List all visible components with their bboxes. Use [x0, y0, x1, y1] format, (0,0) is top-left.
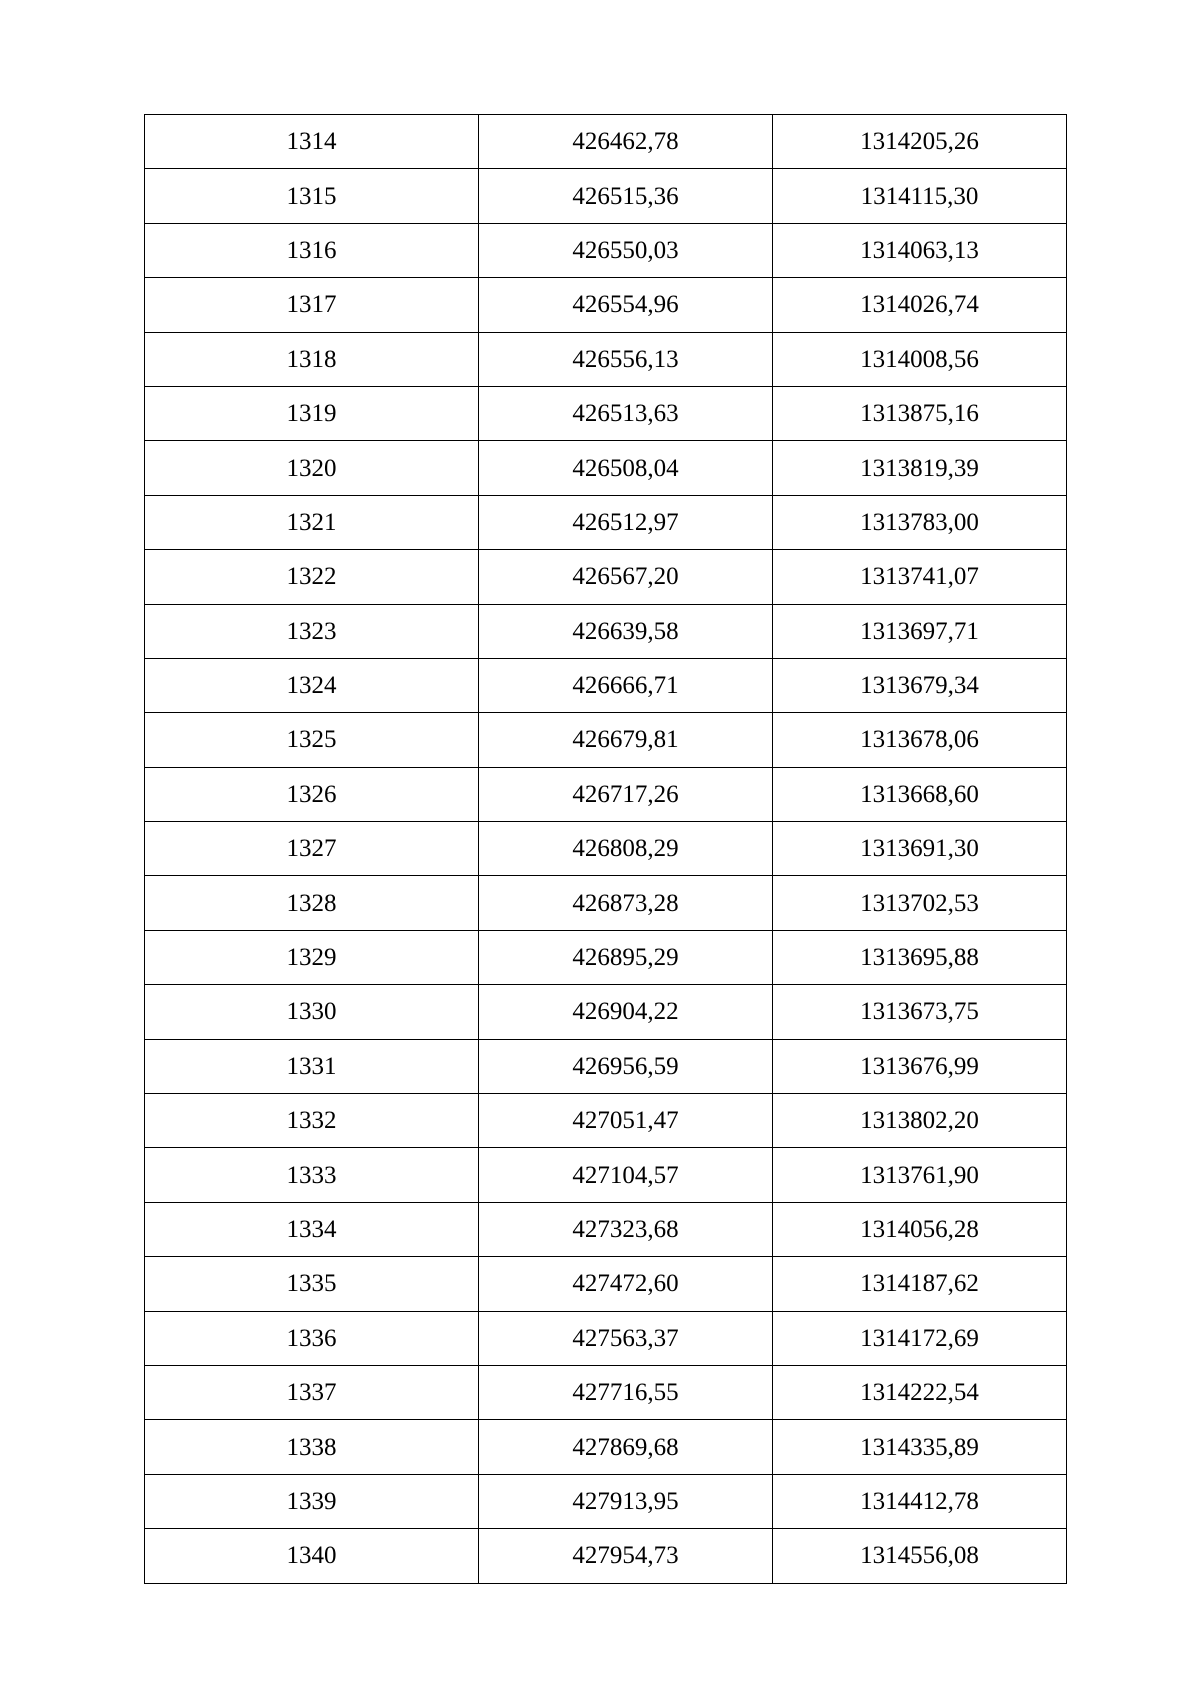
- table-row: [145, 550, 1067, 604]
- table-row: [145, 278, 1067, 332]
- y-coordinate-cell: 1313697,71: [773, 604, 1067, 658]
- table-row: [145, 1257, 1067, 1311]
- point-number-cell: 1336: [145, 1311, 479, 1365]
- x-coordinate-cell: 426462,78: [479, 115, 773, 169]
- table-row: [145, 1039, 1067, 1093]
- y-coordinate-cell: 1314172,69: [773, 1311, 1067, 1365]
- x-coordinate-cell: 426550,03: [479, 223, 773, 277]
- y-coordinate-cell: 1313802,20: [773, 1094, 1067, 1148]
- x-coordinate-cell: 426717,26: [479, 767, 773, 821]
- point-number-cell: 1339: [145, 1474, 479, 1528]
- table-row: [145, 713, 1067, 767]
- point-number-cell: 1318: [145, 332, 479, 386]
- y-coordinate-cell: 1314056,28: [773, 1202, 1067, 1256]
- x-coordinate-cell: 426567,20: [479, 550, 773, 604]
- y-coordinate-cell: 1313695,88: [773, 930, 1067, 984]
- table-row: [145, 1420, 1067, 1474]
- point-number-cell: 1326: [145, 767, 479, 821]
- x-coordinate-cell: 427563,37: [479, 1311, 773, 1365]
- point-number-cell: 1319: [145, 386, 479, 440]
- point-number-cell: 1338: [145, 1420, 479, 1474]
- y-coordinate-cell: 1314556,08: [773, 1529, 1067, 1583]
- x-coordinate-cell: 426512,97: [479, 495, 773, 549]
- y-coordinate-cell: 1313668,60: [773, 767, 1067, 821]
- point-number-cell: 1340: [145, 1529, 479, 1583]
- table-row: [145, 223, 1067, 277]
- table-row: [145, 332, 1067, 386]
- table-row: [145, 1365, 1067, 1419]
- point-number-cell: 1332: [145, 1094, 479, 1148]
- y-coordinate-cell: 1313741,07: [773, 550, 1067, 604]
- x-coordinate-cell: 426895,29: [479, 930, 773, 984]
- x-coordinate-cell: 426639,58: [479, 604, 773, 658]
- y-coordinate-cell: 1313761,90: [773, 1148, 1067, 1202]
- table-row: [145, 386, 1067, 440]
- point-number-cell: 1329: [145, 930, 479, 984]
- x-coordinate-cell: 427323,68: [479, 1202, 773, 1256]
- x-coordinate-cell: 426873,28: [479, 876, 773, 930]
- y-coordinate-cell: 1314335,89: [773, 1420, 1067, 1474]
- point-number-cell: 1328: [145, 876, 479, 930]
- x-coordinate-cell: 427051,47: [479, 1094, 773, 1148]
- y-coordinate-cell: 1314222,54: [773, 1365, 1067, 1419]
- table-row: [145, 495, 1067, 549]
- x-coordinate-cell: 426666,71: [479, 658, 773, 712]
- table-row: [145, 876, 1067, 930]
- table-row: [145, 1529, 1067, 1583]
- y-coordinate-cell: 1314063,13: [773, 223, 1067, 277]
- table-row: [145, 604, 1067, 658]
- table-row: [145, 658, 1067, 712]
- x-coordinate-cell: 426554,96: [479, 278, 773, 332]
- x-coordinate-cell: 426556,13: [479, 332, 773, 386]
- x-coordinate-cell: 427869,68: [479, 1420, 773, 1474]
- point-number-cell: 1330: [145, 985, 479, 1039]
- point-number-cell: 1314: [145, 115, 479, 169]
- point-number-cell: 1325: [145, 713, 479, 767]
- point-number-cell: 1321: [145, 495, 479, 549]
- table-row: [145, 441, 1067, 495]
- point-number-cell: 1334: [145, 1202, 479, 1256]
- x-coordinate-cell: 427104,57: [479, 1148, 773, 1202]
- y-coordinate-cell: 1313673,75: [773, 985, 1067, 1039]
- y-coordinate-cell: 1313783,00: [773, 495, 1067, 549]
- point-number-cell: 1335: [145, 1257, 479, 1311]
- point-number-cell: 1333: [145, 1148, 479, 1202]
- y-coordinate-cell: 1314187,62: [773, 1257, 1067, 1311]
- point-number-cell: 1324: [145, 658, 479, 712]
- table-row: [145, 1474, 1067, 1528]
- y-coordinate-cell: 1313819,39: [773, 441, 1067, 495]
- x-coordinate-cell: 426679,81: [479, 713, 773, 767]
- point-number-cell: 1320: [145, 441, 479, 495]
- table-row: [145, 1311, 1067, 1365]
- y-coordinate-cell: 1313691,30: [773, 822, 1067, 876]
- point-number-cell: 1331: [145, 1039, 479, 1093]
- table-row: [145, 822, 1067, 876]
- y-coordinate-cell: 1313678,06: [773, 713, 1067, 767]
- point-number-cell: 1323: [145, 604, 479, 658]
- x-coordinate-cell: 426956,59: [479, 1039, 773, 1093]
- y-coordinate-cell: 1314115,30: [773, 169, 1067, 223]
- coordinates-table: [144, 114, 1067, 1584]
- x-coordinate-cell: 426904,22: [479, 985, 773, 1039]
- point-number-cell: 1322: [145, 550, 479, 604]
- x-coordinate-cell: 427472,60: [479, 1257, 773, 1311]
- y-coordinate-cell: 1314008,56: [773, 332, 1067, 386]
- y-coordinate-cell: 1313676,99: [773, 1039, 1067, 1093]
- table-row: [145, 1094, 1067, 1148]
- y-coordinate-cell: 1314205,26: [773, 115, 1067, 169]
- table-row: [145, 1202, 1067, 1256]
- x-coordinate-cell: 427716,55: [479, 1365, 773, 1419]
- coordinates-table-body: [145, 115, 1067, 1584]
- x-coordinate-cell: 426808,29: [479, 822, 773, 876]
- x-coordinate-cell: 426508,04: [479, 441, 773, 495]
- table-row: [145, 169, 1067, 223]
- x-coordinate-cell: 427954,73: [479, 1529, 773, 1583]
- point-number-cell: 1316: [145, 223, 479, 277]
- y-coordinate-cell: 1314026,74: [773, 278, 1067, 332]
- y-coordinate-cell: 1313702,53: [773, 876, 1067, 930]
- table-row: [145, 1148, 1067, 1202]
- point-number-cell: 1317: [145, 278, 479, 332]
- point-number-cell: 1315: [145, 169, 479, 223]
- y-coordinate-cell: 1313875,16: [773, 386, 1067, 440]
- point-number-cell: 1327: [145, 822, 479, 876]
- x-coordinate-cell: 426513,63: [479, 386, 773, 440]
- y-coordinate-cell: 1313679,34: [773, 658, 1067, 712]
- point-number-cell: 1337: [145, 1365, 479, 1419]
- y-coordinate-cell: 1314412,78: [773, 1474, 1067, 1528]
- table-row: [145, 115, 1067, 169]
- table-row: [145, 767, 1067, 821]
- x-coordinate-cell: 427913,95: [479, 1474, 773, 1528]
- x-coordinate-cell: 426515,36: [479, 169, 773, 223]
- table-row: [145, 930, 1067, 984]
- table-row: [145, 985, 1067, 1039]
